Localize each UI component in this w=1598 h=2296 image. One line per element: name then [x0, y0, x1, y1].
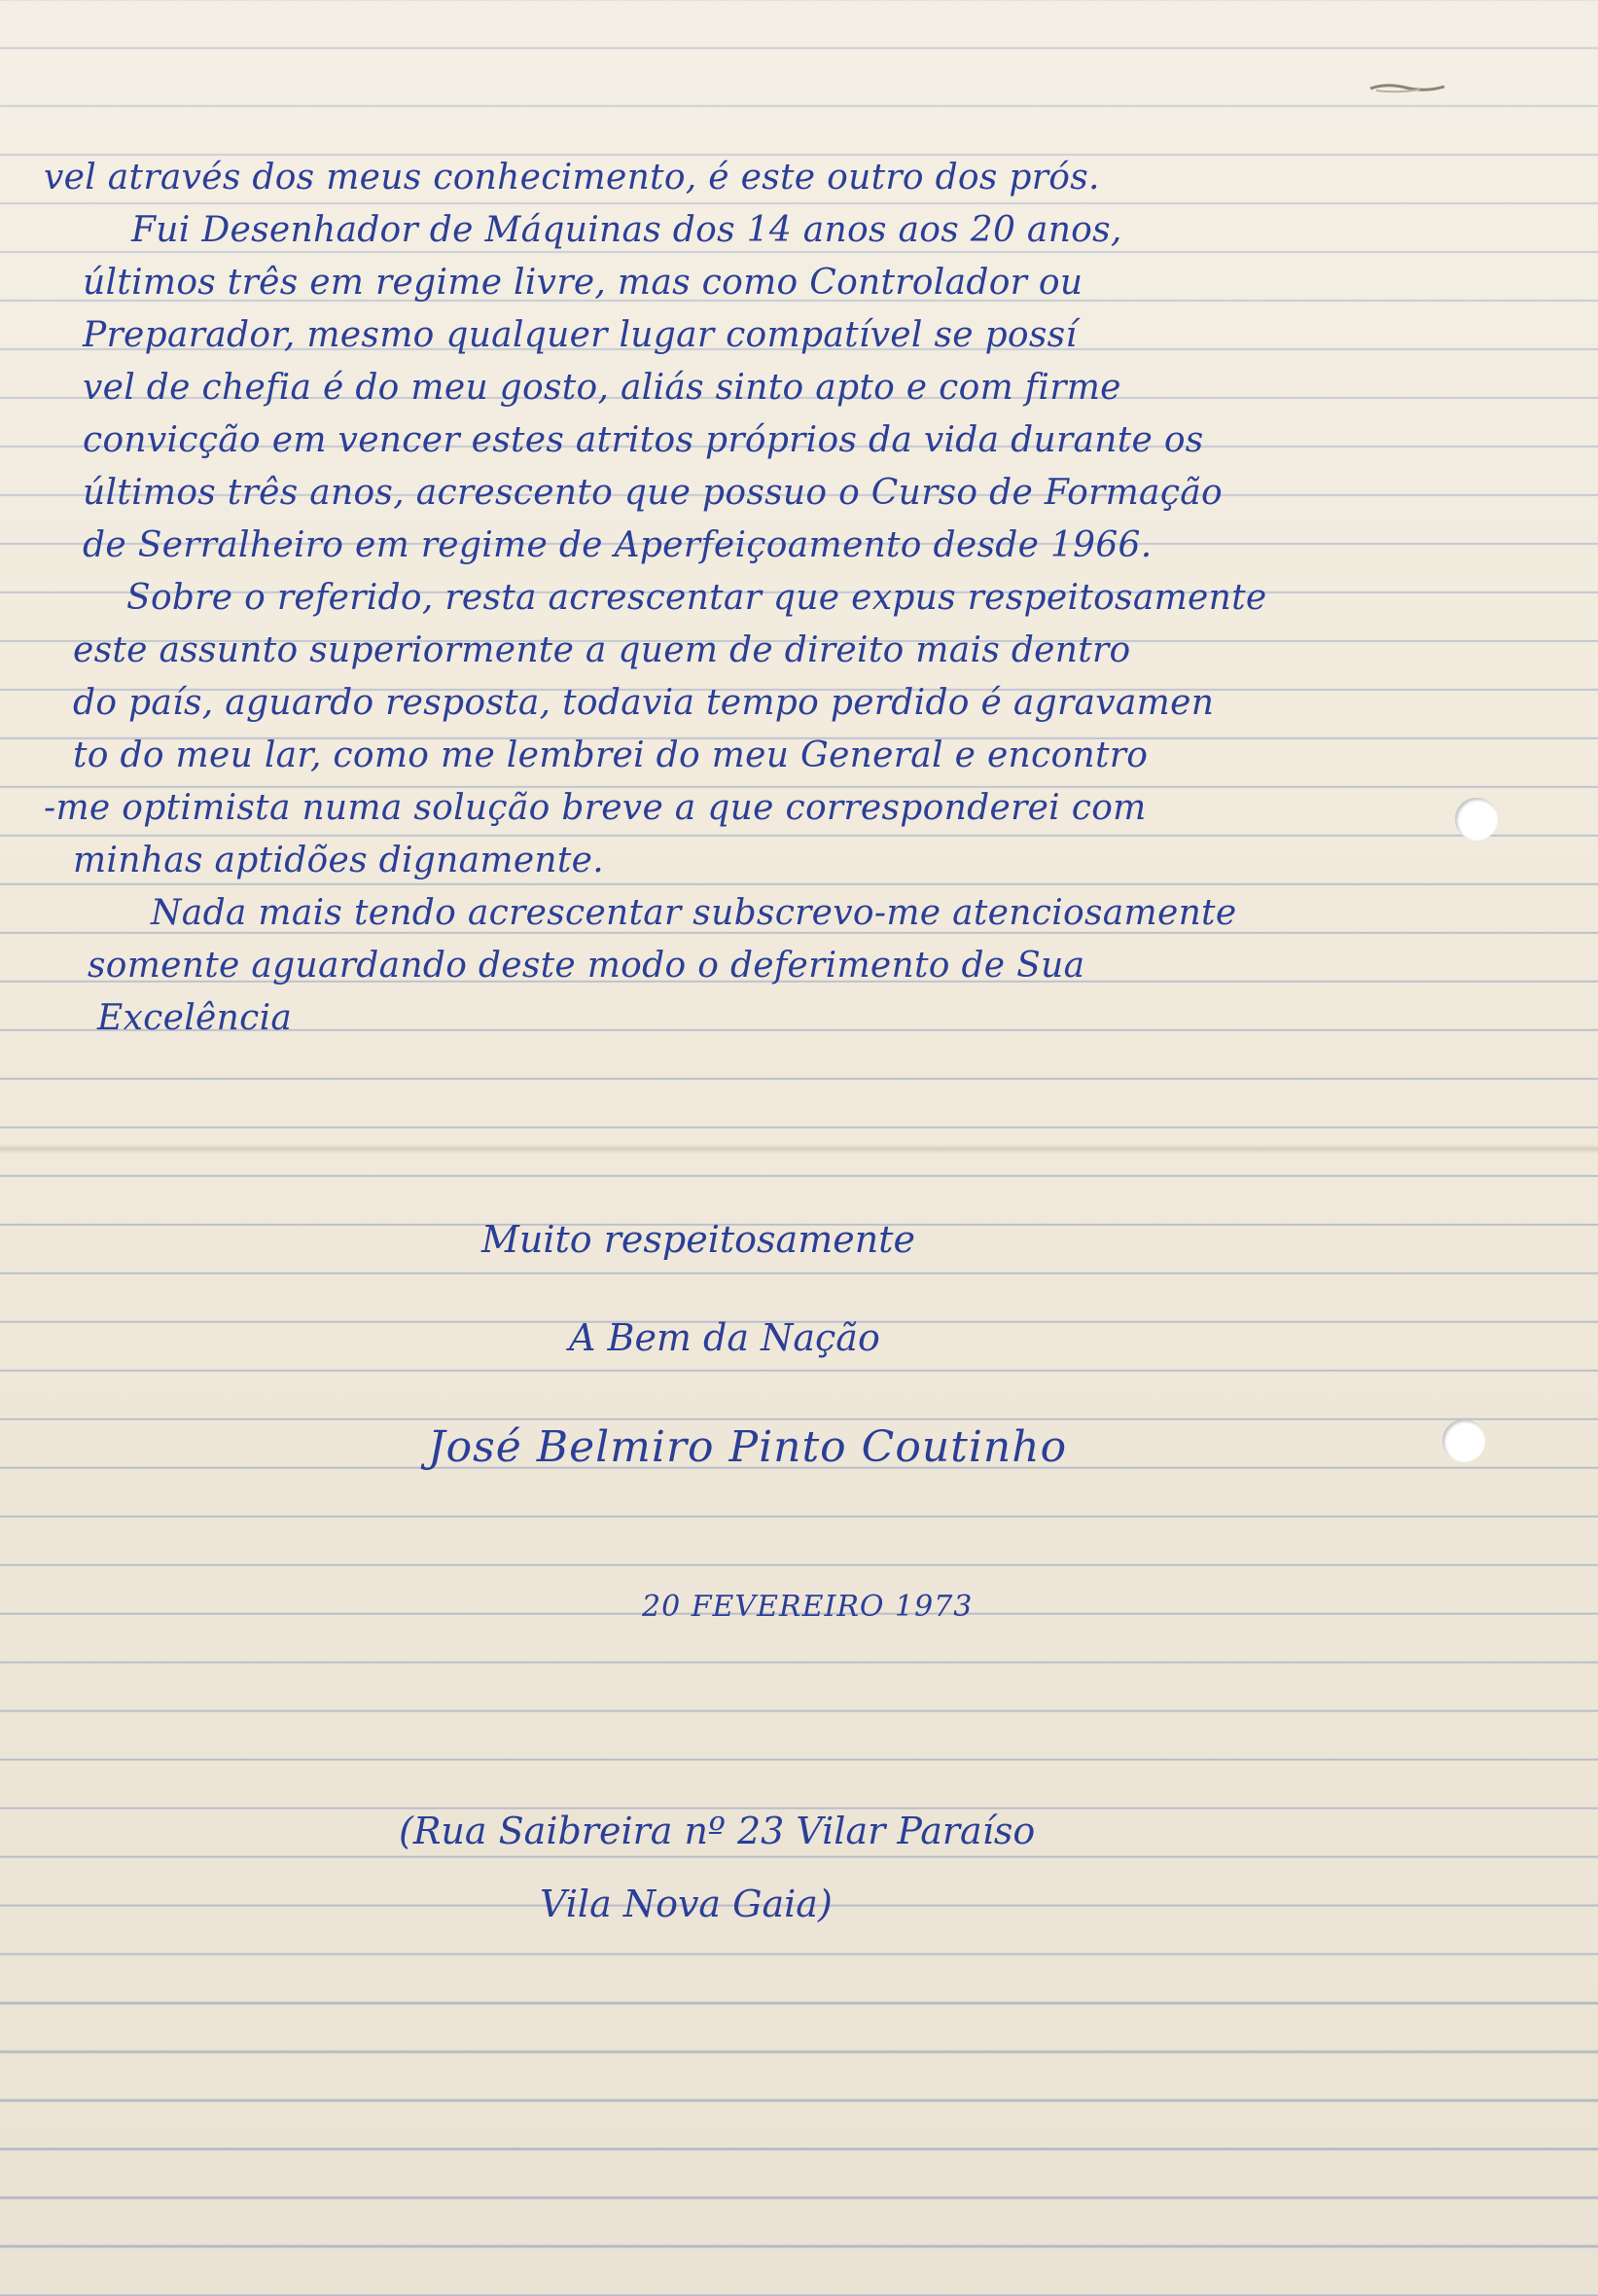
- address-line-2: Vila Nova Gaia): [540, 1883, 833, 1925]
- body-line: do país, aguardo resposta, todavia tempo perdido é agravamen: [73, 683, 1215, 723]
- body-line: últimos três anos, acrescento que possuo o Curso de Formação: [83, 473, 1224, 513]
- signature: José Belmiro Pinto Coutinho: [428, 1422, 1068, 1472]
- body-line: Sobre o referido, resta acrescentar que expus respeitosamente: [126, 578, 1267, 618]
- letter-body: [44, 152, 1561, 1045]
- body-line: convicção em vencer estes atritos próprios da vida durante os: [83, 420, 1204, 460]
- body-line: Excelência: [97, 998, 293, 1038]
- body-line: vel através dos meus conhecimento, é este outro dos prós.: [44, 158, 1100, 197]
- closing-motto: A Bem da Nação: [569, 1316, 880, 1359]
- body-line: últimos três em regime livre, mas como Controlador ou: [83, 263, 1083, 303]
- punch-hole: [1442, 1419, 1485, 1462]
- letter-date: 20 FEVEREIRO 1973: [642, 1590, 974, 1624]
- body-line: este assunto superiormente a quem de direito mais dentro: [73, 630, 1131, 670]
- body-line: vel de chefia é do meu gosto, aliás sinto apto e com firme: [83, 368, 1121, 408]
- body-line: Nada mais tendo acrescentar subscrevo-me atenciosamente: [151, 893, 1237, 933]
- staple-mark: [1367, 80, 1449, 95]
- body-line: Fui Desenhador de Máquinas dos 14 anos aos 20 anos,: [131, 210, 1122, 250]
- closing-salutation: Muito respeitosamente: [481, 1218, 915, 1261]
- fold-crease: [0, 1144, 1598, 1154]
- body-line: to do meu lar, como me lembrei do meu General e encontro: [73, 735, 1149, 775]
- body-line: minhas aptidões dignamente.: [73, 841, 605, 880]
- body-line: de Serralheiro em regime de Aperfeiçoamento desde 1966.: [83, 525, 1153, 565]
- address-line-1: (Rua Saibreira nº 23 Vilar Paraíso: [399, 1810, 1036, 1852]
- body-line: somente aguardando deste modo o deferimento de Sua: [88, 946, 1085, 986]
- body-line: -me optimista numa solução breve a que corresponderei com: [44, 788, 1147, 828]
- body-line: Preparador, mesmo qualquer lugar compatível se possí: [83, 315, 1078, 355]
